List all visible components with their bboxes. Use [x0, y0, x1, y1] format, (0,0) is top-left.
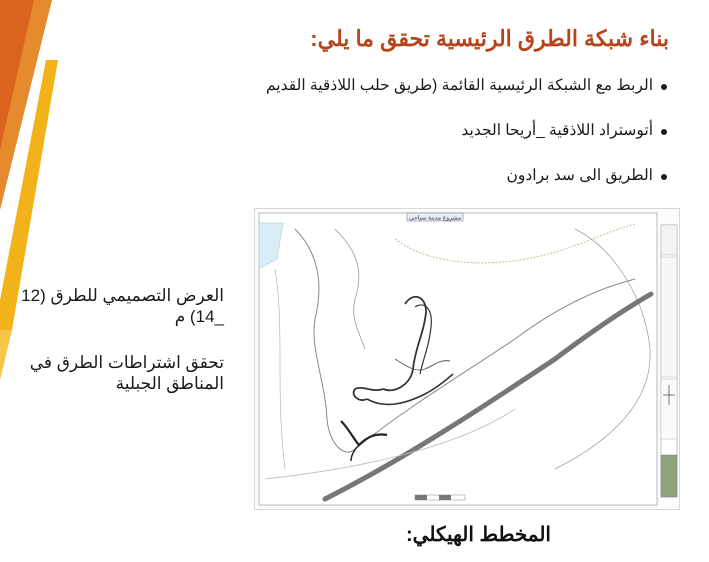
structural-plan-map — [254, 208, 680, 510]
bullet-item: أتوستراد اللاذقية _أريحا الجديد — [266, 121, 669, 144]
bullet-item: الطريق الى سد برادون — [266, 166, 669, 189]
design-width-note: العرض التصميمي للطرق (12 _14) م — [21, 286, 224, 326]
map-title: مشروع مدينة سياحي — [408, 215, 462, 222]
mountain-conditions-note: تحقق اشتراطات الطرق في المناطق الجبلية — [29, 353, 224, 393]
map-drawing — [255, 209, 679, 509]
bullet-list — [266, 76, 669, 211]
page-title: بناء شبكة الطرق الرئيسية تحقق ما يلي: — [310, 26, 669, 51]
plan-caption: المخطط الهيكلي: — [406, 524, 551, 546]
decorative-stripes — [0, 0, 80, 562]
bullet-item: الربط مع الشبكة الرئيسية القائمة (طريق حلب اللاذقية القديم — [266, 76, 669, 99]
aerial-photo — [661, 455, 677, 497]
